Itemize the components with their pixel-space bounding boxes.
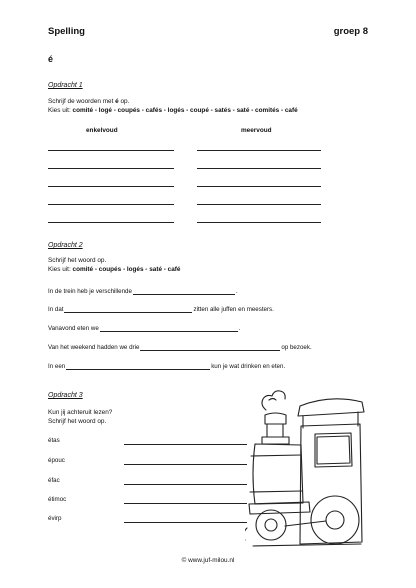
- opdracht-2-choices: Kies uit: comité - coupés - logés - saté - café: [48, 266, 181, 273]
- opdracht-3-instruction: Schrijf het woord op.: [48, 418, 107, 425]
- focus-letter: é: [48, 54, 54, 64]
- opdracht-2-title: Opdracht 2: [48, 242, 83, 249]
- footer-copyright: © www.juf-milou.nl: [181, 557, 235, 564]
- answer-line[interactable]: [124, 503, 247, 504]
- answer-line[interactable]: [48, 222, 174, 223]
- opdracht-3-question: Kun jij achteruit lezen?: [48, 409, 113, 416]
- column-meervoud: meervoud: [241, 127, 272, 134]
- train-illustration: [245, 380, 370, 550]
- worksheet-grade: groep 8: [333, 26, 368, 37]
- opdracht-1-instruction: Schrijf de woorden met é op.: [48, 98, 130, 105]
- answer-line[interactable]: [124, 522, 247, 523]
- sentence-row: Van het weekend hadden we drie op bezoek.: [48, 344, 312, 351]
- reversed-word: étas: [48, 437, 60, 444]
- sentence-row: In een kun je wat drinken en eten.: [48, 363, 286, 370]
- answer-line[interactable]: [197, 168, 321, 169]
- answer-line[interactable]: [48, 168, 174, 169]
- reversed-word: évirp: [48, 515, 62, 522]
- reversed-word: étimoc: [48, 496, 67, 503]
- sentence-row: In de trein heb je verschillende .: [48, 288, 238, 295]
- reversed-word: épouc: [48, 457, 65, 464]
- answer-line[interactable]: [124, 464, 247, 465]
- sentence-row: In dat zitten alle juffen en meesters.: [48, 306, 274, 313]
- opdracht-3-title: Opdracht 3: [48, 392, 83, 399]
- answer-line[interactable]: [124, 484, 247, 485]
- answer-blank[interactable]: [66, 363, 210, 370]
- answer-blank[interactable]: [64, 306, 192, 313]
- answer-line[interactable]: [197, 222, 321, 223]
- answer-line[interactable]: [197, 186, 321, 187]
- answer-line[interactable]: [48, 150, 174, 151]
- sentence-row: Vanavond eten we .: [48, 325, 241, 332]
- answer-line[interactable]: [48, 204, 174, 205]
- column-enkelvoud: enkelvoud: [86, 127, 118, 134]
- reversed-word: éfac: [48, 477, 60, 484]
- opdracht-1-title: Opdracht 1: [48, 82, 83, 89]
- answer-line[interactable]: [197, 204, 321, 205]
- answer-line[interactable]: [197, 150, 321, 151]
- answer-blank[interactable]: [140, 344, 280, 351]
- answer-blank[interactable]: [100, 325, 238, 332]
- answer-line[interactable]: [48, 186, 174, 187]
- answer-blank[interactable]: [133, 288, 235, 295]
- worksheet-subject: Spelling: [48, 26, 85, 37]
- opdracht-1-choices: Kies uit: comité - logé - coupés - cafés - logés - coupé - satés - saté - comités - café: [48, 107, 298, 114]
- answer-line[interactable]: [124, 444, 247, 445]
- opdracht-2-instruction: Schrijf het woord op.: [48, 257, 107, 264]
